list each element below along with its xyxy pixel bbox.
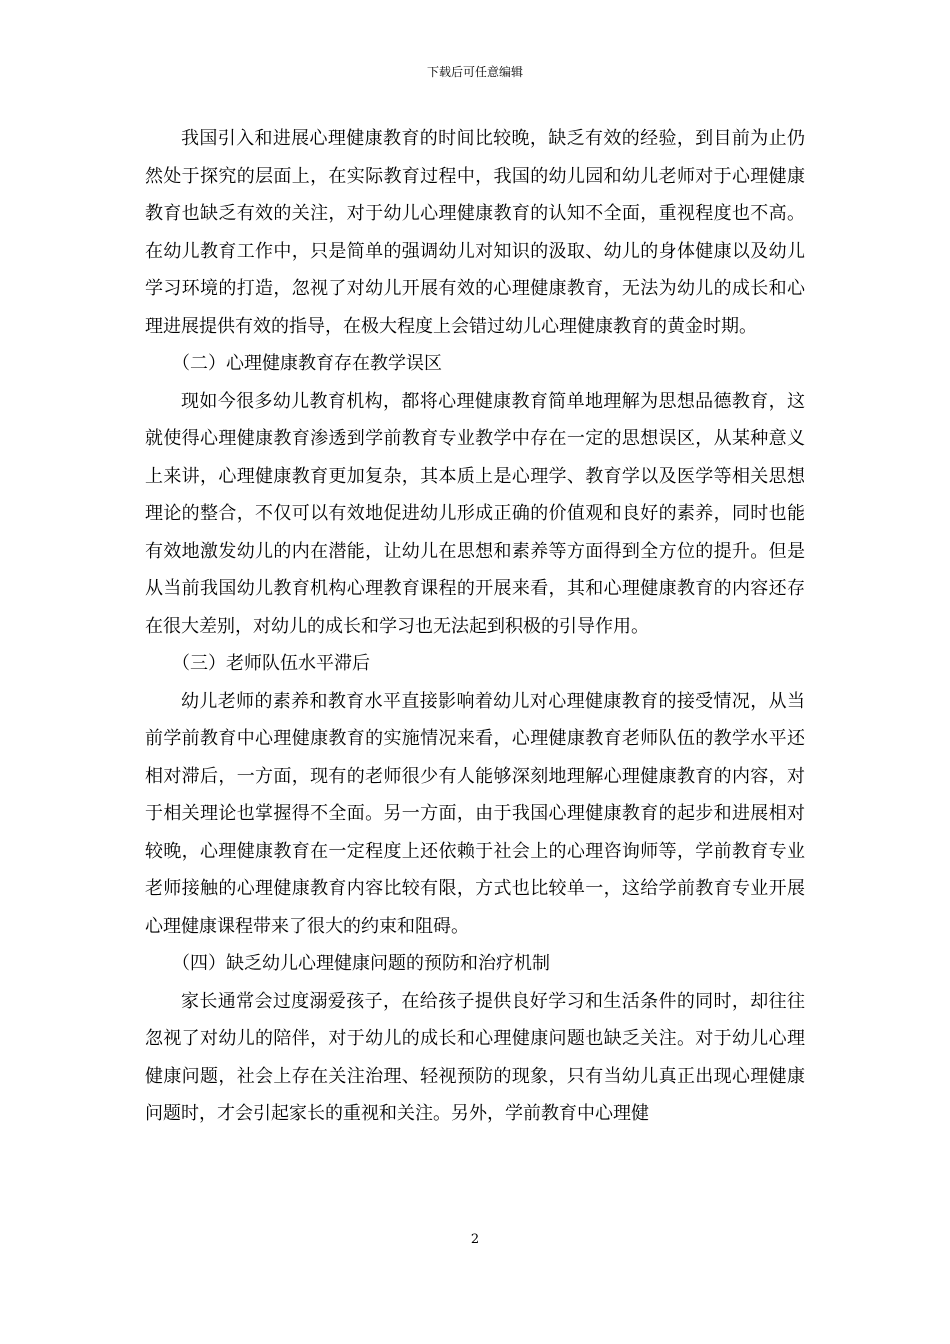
page-header: 下载后可任意编辑 <box>426 65 523 79</box>
section-heading-2: （二）心理健康教育存在教学误区 <box>172 353 442 374</box>
section-heading-3: （三）老师队伍水平滞后 <box>172 653 370 674</box>
paragraph-2: 现如今很多幼儿教育机构，都将心理健康教育简单地理解为思想品德教育，这就使得心理健康教育渗透到学前教育专业教学中存在一定的思想误区，从某种意义上来讲，心理健康教育更加复杂，其本质上是心理学、教育学以及医学等相关思想理论的整合，不仅可以有效地促进幼儿形成正确的价值观和良好的素养，同时也能有效地激发幼儿的内在潜能，让幼儿在思想和素养等方面得到全方位的提升。但是从当前我国幼儿教育机构心理教育课程的开展来看，其和心理健康教育的内容还存在很大差别，对幼儿的成长和学习也无法起到积极的引导作用。 <box>145 390 805 637</box>
section-heading-4: （四）缺乏幼儿心理健康问题的预防和治疗机制 <box>172 953 550 974</box>
page-number: 2 <box>470 1232 480 1247</box>
paragraph-4: 家长通常会过度溺爱孩子，在给孩子提供良好学习和生活条件的同时，却往往忽视了对幼儿的陪伴，对于幼儿的成长和心理健康问题也缺乏关注。对于幼儿心理健康问题，社会上存在关注治理、轻视预防的现象，只有当幼儿真正出现心理健康问题时，才会引起家长的重视和关注。另外，学前教育中心理健 <box>145 990 805 1124</box>
paragraph-1: 我国引入和进展心理健康教育的时间比较晚，缺乏有效的经验，到目前为止仍然处于探究的层面上，在实际教育过程中，我国的幼儿园和幼儿老师对于心理健康教育也缺乏有效的关注，对于幼儿心理健康教育的认知不全面，重视程度也不高。在幼儿教育工作中，只是简单的强调幼儿对知识的汲取、幼儿的身体健康以及幼儿学习环境的打造，忽视了对幼儿开展有效的心理健康教育，无法为幼儿的成长和心理进展提供有效的指导，在极大程度上会错过幼儿心理健康教育的黄金时期。 <box>145 128 805 337</box>
paragraph-3: 幼儿老师的素养和教育水平直接影响着幼儿对心理健康教育的接受情况，从当前学前教育中心理健康教育的实施情况来看，心理健康教育老师队伍的教学水平还相对滞后，一方面，现有的老师很少有人能够深刻地理解心理健康教育的内容，对于相关理论也掌握得不全面。另一方面，由于我国心理健康教育的起步和进展相对较晚，心理健康教育在一定程度上还依赖于社会上的心理咨询师等，学前教育专业老师接触的心理健康教育内容比较有限，方式也比较单一，这给学前教育专业开展心理健康课程带来了很大的约束和阻碍。 <box>145 690 805 937</box>
document-body <box>145 120 805 1133</box>
